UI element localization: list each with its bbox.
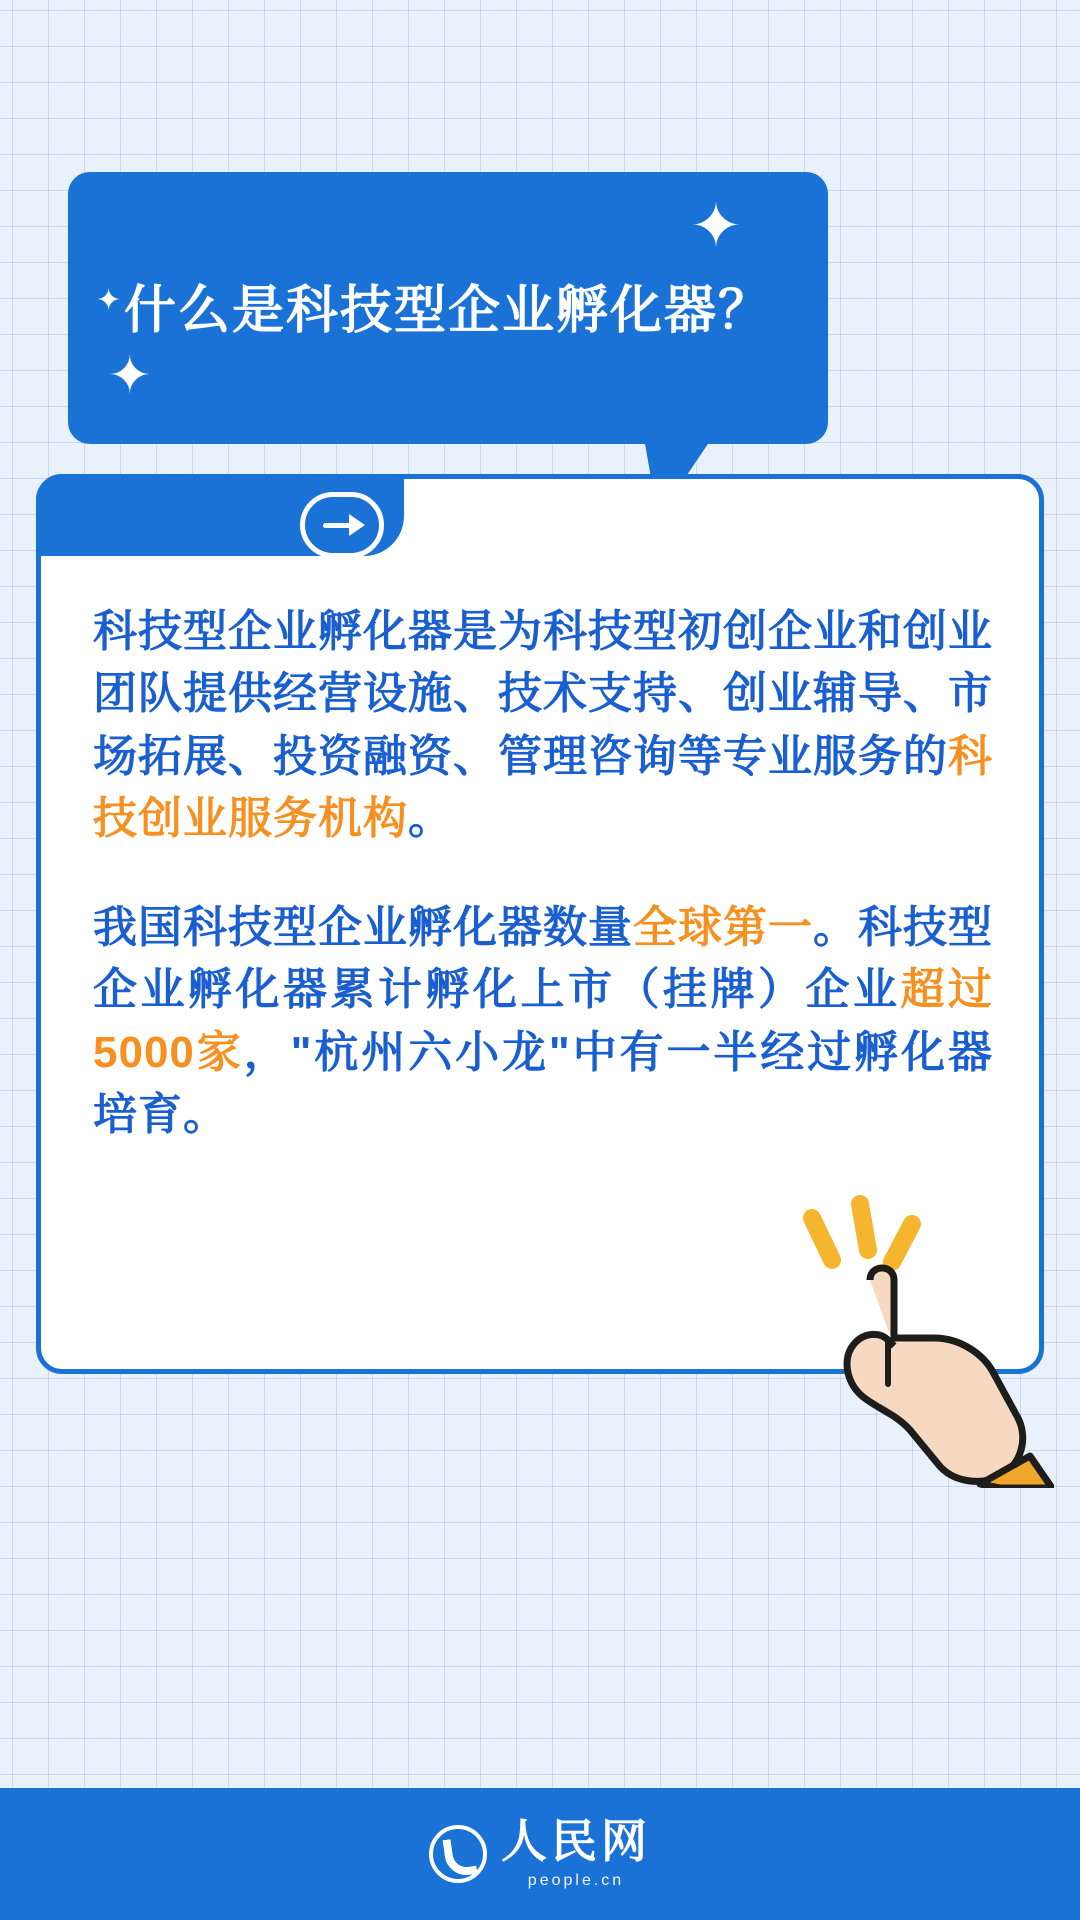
text-segment: 。科技型企业孵化器累计孵化上市（挂牌）企业 xyxy=(93,902,993,1015)
people-cn-logo-icon xyxy=(429,1815,651,1890)
pointing-hand-icon xyxy=(784,1188,1054,1488)
arrow-right-icon xyxy=(300,492,384,558)
logo-wordmark xyxy=(501,1815,651,1890)
page-title: 什么是科技型企业孵化器？ xyxy=(123,282,772,340)
text-segment: 科技型企业孵化器是为科技型初创企业和创业团队提供经营设施、技术支持、创业辅导、市场拓展、投资融资、管理咨询等专业服务的 xyxy=(93,607,993,781)
logo-mark-icon xyxy=(429,1825,487,1883)
sparkle-icon: ✦ xyxy=(108,347,152,405)
text-segment: 我国科技型企业孵化器数量 xyxy=(93,902,633,952)
card-body-text xyxy=(93,601,993,1147)
sparkle-icon: ✦ xyxy=(96,284,122,317)
brand-name-cn: 人民网 xyxy=(501,1815,651,1867)
brand-name-en: people.cn xyxy=(527,1872,625,1889)
highlight-segment: 超过5000家 xyxy=(93,965,993,1077)
highlight-segment: 科技创业服务机构 xyxy=(93,731,993,844)
highlight-segment: 全球第一 xyxy=(633,902,813,952)
footer-bar xyxy=(0,1788,1080,1920)
text-segment: ，"杭州六小龙"中有一半经过孵化器培育。 xyxy=(93,1027,993,1140)
text-segment: 。 xyxy=(408,794,453,844)
sparkle-icon: ✦ xyxy=(690,192,742,261)
paragraph-1 xyxy=(93,601,993,851)
paragraph-2 xyxy=(93,897,993,1147)
card-tab xyxy=(36,474,404,556)
